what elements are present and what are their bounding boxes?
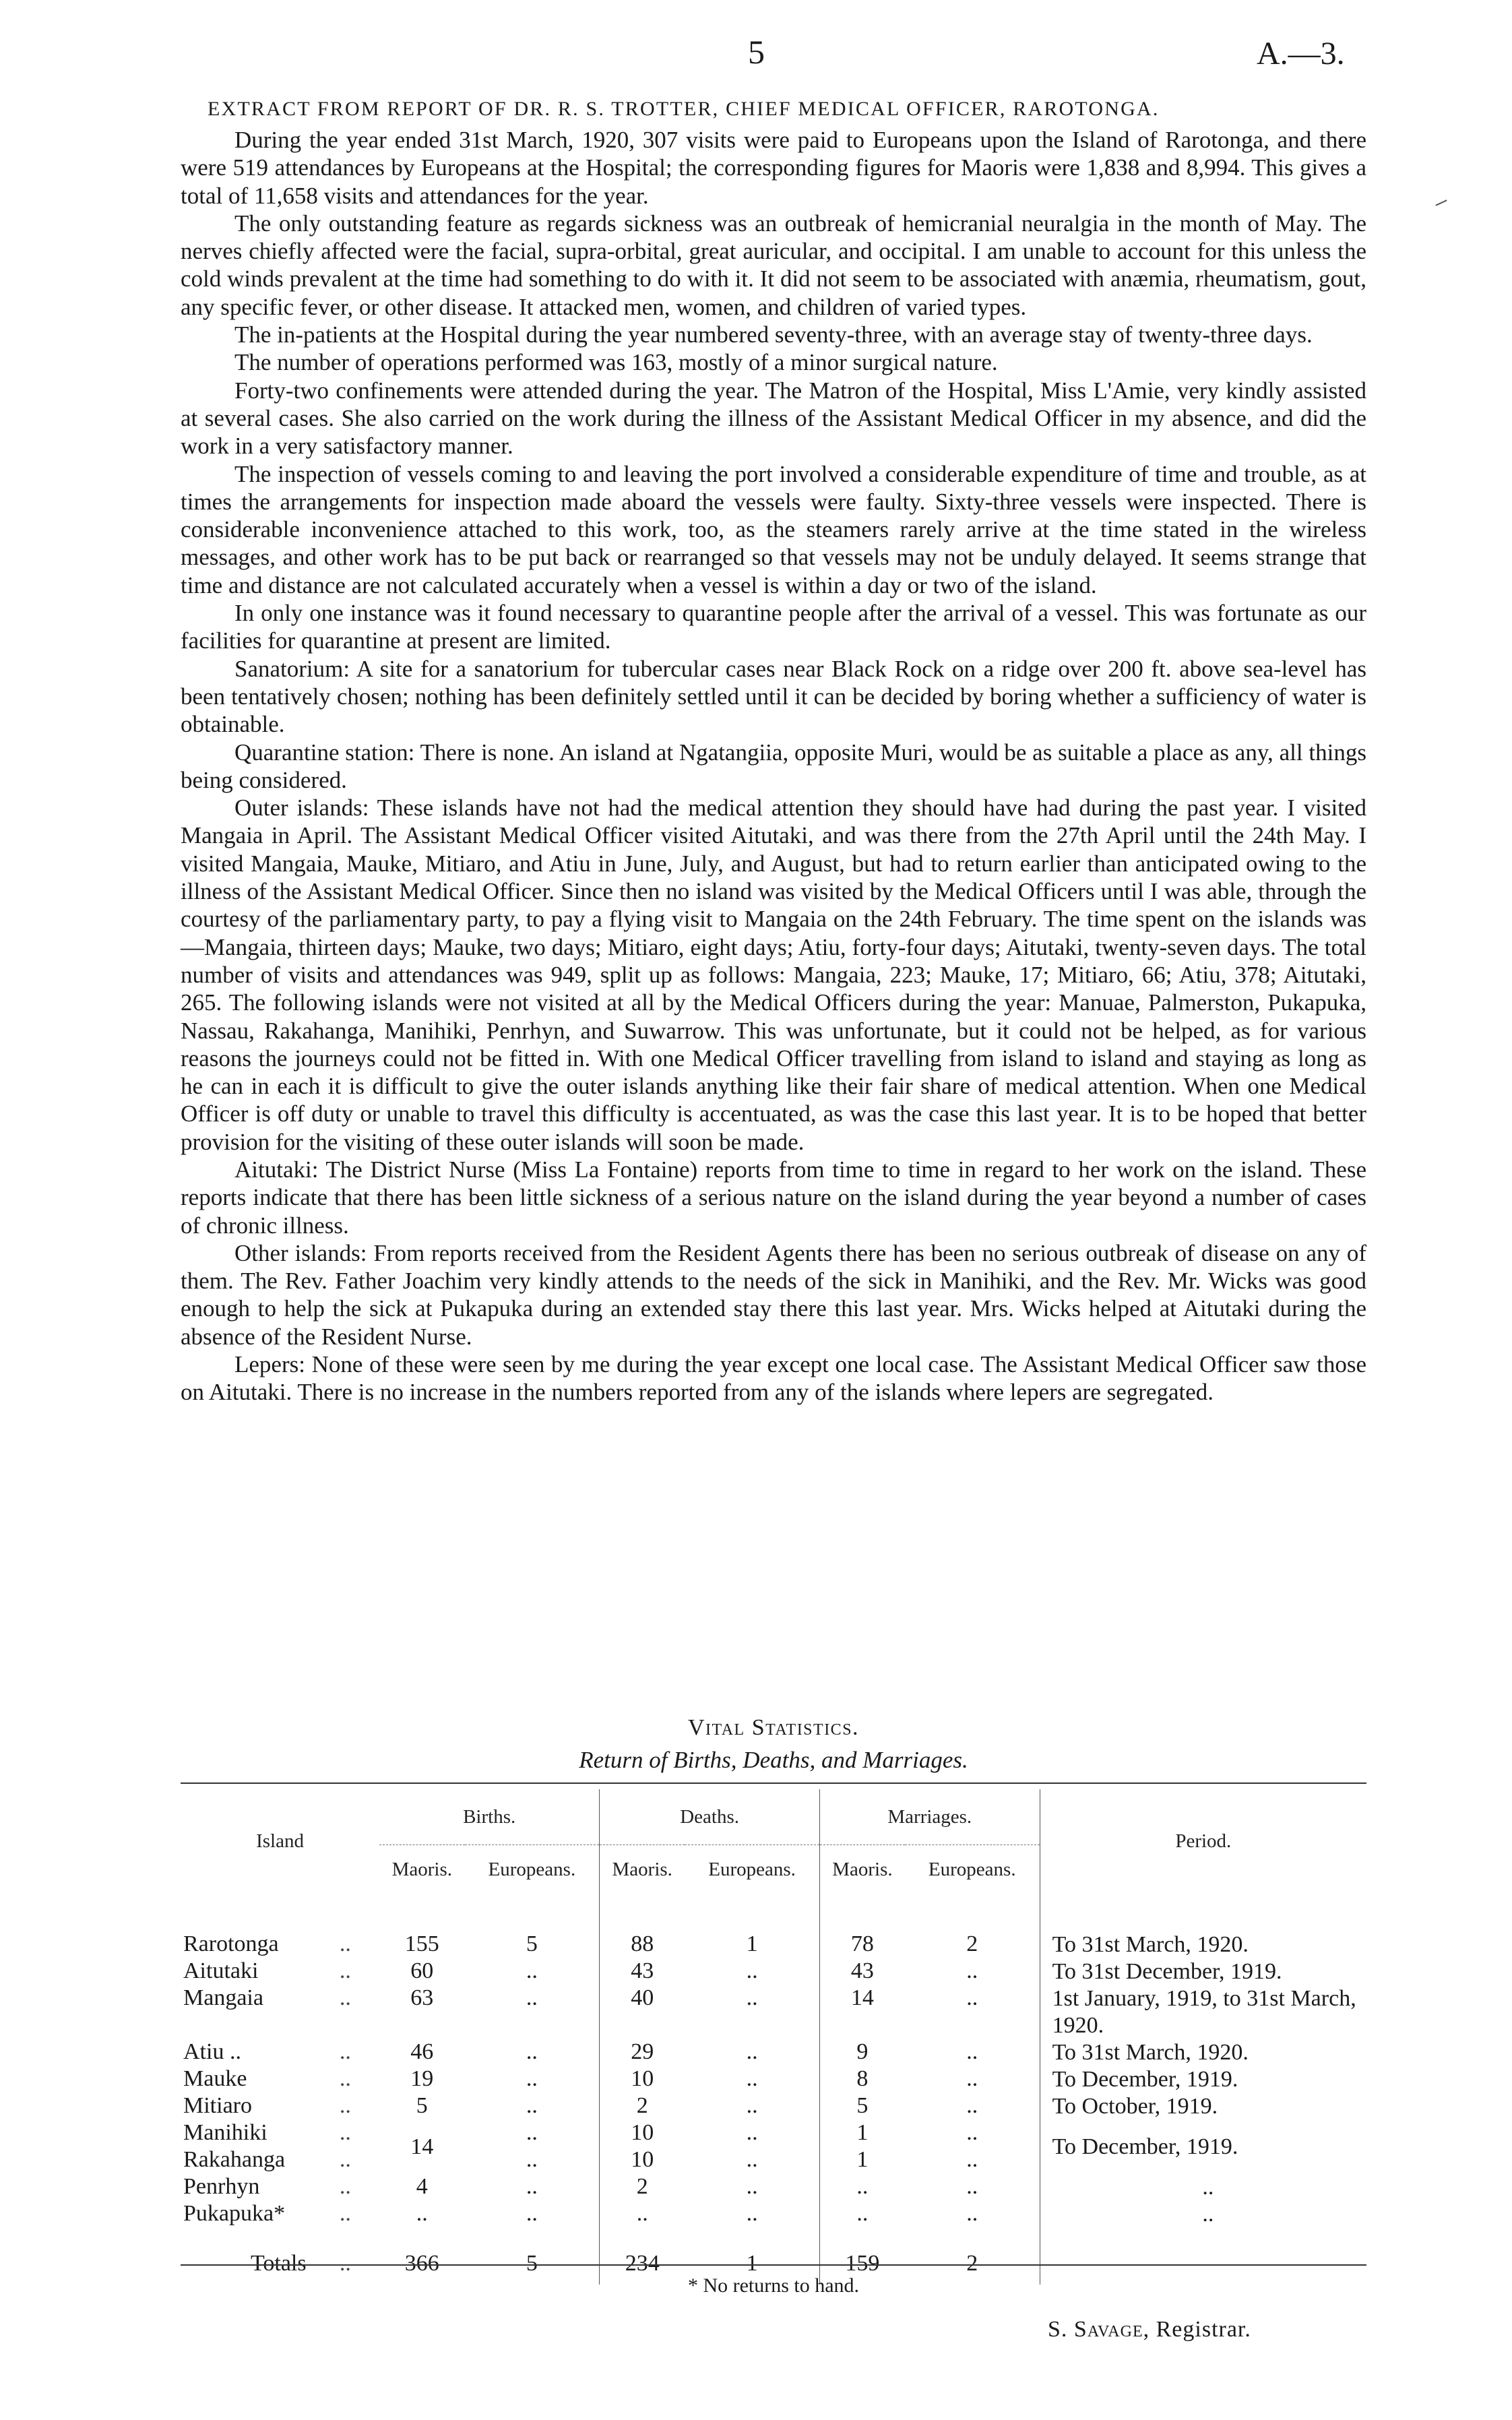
island-name: Mangaia xyxy=(183,1985,263,2010)
header-spacer-row xyxy=(181,1894,1366,1931)
table-bottom-rule xyxy=(181,2264,1366,2266)
paragraph-quarantine-station: Quarantine station: There is none. An island at Ngatangiia, opposite Muri, would be as suitable a place as any, all things being considered. xyxy=(181,739,1366,793)
period: To 31st March, 1920. xyxy=(1040,1931,1366,1958)
leader-dots: .. xyxy=(339,2120,351,2145)
leader-dots: .. xyxy=(339,1931,351,1956)
marriages-maoris: 14 xyxy=(819,1985,904,2039)
island-name: Mauke xyxy=(183,2066,247,2091)
period: To December, 1919. xyxy=(1040,2066,1366,2093)
extract-title: EXTRACT FROM REPORT OF DR. R. S. TROTTER, CHIEF MEDICAL OFFICER, RAROTONGA. xyxy=(208,98,1160,120)
marriages-maoris: .. xyxy=(819,2201,904,2228)
paragraph-vessel-inspection: The inspection of vessels coming to and leaving the port involved a considerable expenditure of time and trouble, as at times the arrangements for inspection made aboard the vessels were faulty. Sixty-three vessels were inspected. There is considerable inconvenience attached to this work, too, as the steamers rarely arrive at the time stated in the wireless messages, and other work has to be put back or rearranged so that vessels may not be unduly delayed. It seems strange that time and distance are not calculated accurately when a vessel is within a day or two of the island. xyxy=(181,460,1366,598)
births-maoris: 63 xyxy=(410,1985,434,2010)
deaths-maoris: 10 xyxy=(600,2120,685,2147)
header-period: Period. xyxy=(1040,1789,1366,1894)
header-deaths-europeans: Europeans. xyxy=(685,1845,819,1894)
table-row xyxy=(181,2039,1366,2066)
vital-statistics-table xyxy=(181,1789,1366,2285)
deaths-europeans: .. xyxy=(746,2039,758,2064)
deaths-europeans: 1 xyxy=(746,1931,758,1956)
marriages-europeans: .. xyxy=(966,2147,978,2172)
totals-label: Totals xyxy=(251,2251,307,2276)
marriages-europeans: 2 xyxy=(966,1931,978,1956)
paragraph-other-islands: Other islands: From reports received from the Resident Agents there has been no serious outbreak of disease on any of them. The Rev. Father Joachim very kindly attends to the needs of the sick in Manihiki, and the Rev. Mr. Wicks was good enough to help the sick at Pukapuka during an extended stay there this last year. Mrs. Wicks helped at Aitutaki during the absence of the Resident Nurse. xyxy=(181,1239,1366,1350)
header-marriages: Marriages. xyxy=(819,1789,1040,1845)
total-deaths-europeans: 1 xyxy=(746,2251,758,2276)
leader-dots: .. xyxy=(339,2174,351,2199)
period: To 31st December, 1919. xyxy=(1040,1958,1366,1985)
island-name: Penrhyn xyxy=(183,2174,260,2199)
paragraph-visits: During the year ended 31st March, 1920, 307 visits were paid to Europeans upon the Island of Rarotonga, and there were 519 attendances by Europeans at the Hospital; the corresponding figures for Maoris were 1,838 and 8,994. This gives a total of 11,658 visits and attendances for the year. xyxy=(181,127,1366,209)
document-reference: A.—3. xyxy=(1257,36,1345,71)
deaths-maoris: 2 xyxy=(600,2174,685,2201)
marriages-europeans: .. xyxy=(966,1958,978,1983)
births-europeans: .. xyxy=(526,2093,538,2118)
island-name: Aitutaki xyxy=(183,1958,259,1983)
leader-dots: .. xyxy=(339,1985,351,2010)
island-name: Mitiaro xyxy=(183,2093,252,2118)
header-deaths-maoris: Maoris. xyxy=(600,1845,685,1894)
deaths-maoris: 29 xyxy=(600,2039,685,2066)
leader-dots: .. xyxy=(339,2251,351,2276)
deaths-maoris: 88 xyxy=(600,1931,685,1958)
marriages-maoris: 43 xyxy=(819,1958,904,1985)
deaths-europeans: .. xyxy=(746,2147,758,2172)
deaths-europeans: .. xyxy=(746,2120,758,2145)
table-row xyxy=(181,2201,1366,2228)
header-births-maoris: Maoris. xyxy=(379,1845,464,1894)
table-row xyxy=(181,2120,1366,2147)
leader-dots: .. xyxy=(339,2039,351,2064)
period: To October, 1919. xyxy=(1040,2093,1366,2120)
vital-statistics-subtitle: Return of Births, Deaths, and Marriages. xyxy=(579,1747,968,1773)
header-marriages-europeans: Europeans. xyxy=(905,1845,1040,1894)
deaths-europeans: .. xyxy=(746,1958,758,1983)
paragraph-operations: The number of operations performed was 163, mostly of a minor surgical nature. xyxy=(234,349,998,376)
paragraph-confinements: Forty-two confinements were attended during the year. The Matron of the Hospital, Miss L'Amie, very kindly assisted at several cases. She also carried on the work during the illness of the Assistant Medical Officer in my absence, and did the work in a very satisfactory manner. xyxy=(181,377,1366,460)
table-row xyxy=(181,2066,1366,2093)
marriages-europeans: .. xyxy=(966,2066,978,2091)
births-maoris: 4 xyxy=(416,2174,428,2199)
deaths-europeans: .. xyxy=(746,2093,758,2118)
births-europeans: .. xyxy=(526,2147,538,2172)
total-births-maoris: 366 xyxy=(404,2251,439,2276)
deaths-maoris: 10 xyxy=(600,2066,685,2093)
marriages-maoris: 9 xyxy=(819,2039,904,2066)
deaths-maoris: 2 xyxy=(600,2093,685,2120)
island-name: Atiu .. xyxy=(183,2039,241,2064)
header-marriages-maoris: Maoris. xyxy=(819,1845,904,1894)
leader-dots: .. xyxy=(339,2147,351,2172)
births-maoris: 19 xyxy=(410,2066,434,2091)
header-island: Island xyxy=(256,1830,304,1852)
births-maoris: 46 xyxy=(410,2039,434,2064)
period-combined: To December, 1919. xyxy=(1040,2120,1366,2174)
signature-title: Registrar. xyxy=(1156,2317,1251,2342)
table-row xyxy=(181,2174,1366,2201)
table-footnote: * No returns to hand. xyxy=(687,2274,860,2297)
paragraph-neuralgia: The only outstanding feature as regards sickness was an outbreak of hemicranial neuralgia in the month of May. The nerves chiefly affected were the facial, supra-orbital, great auricular, and occipital. I am unable to account for this unless the cold winds prevalent at the time had something to do with it. It did not seem to be associated with anæmia, rheumatism, gout, any specific fever, or other disease. It attacked men, women, and children of varied types. xyxy=(181,210,1366,320)
marriages-maoris: 1 xyxy=(819,2120,904,2147)
period: .. xyxy=(1040,2174,1366,2201)
period: To 31st March, 1920. xyxy=(1040,2039,1366,2066)
table-row xyxy=(181,2093,1366,2120)
deaths-maoris: 10 xyxy=(600,2147,685,2174)
paragraph-in-patients: The in-patients at the Hospital during the year numbered seventy-three, with an average stay of twenty-three days. xyxy=(234,321,1313,348)
births-europeans: .. xyxy=(526,2174,538,2199)
paragraph-aitutaki: Aitutaki: The District Nurse (Miss La Fontaine) reports from time to time in regard to her work on the island. These reports indicate that there has been little sickness of a serious nature on the island during the year beyond a number of cases of chronic illness. xyxy=(181,1156,1366,1239)
deaths-maoris: .. xyxy=(600,2201,685,2228)
table-top-rule xyxy=(181,1782,1366,1784)
spacer-row xyxy=(181,2228,1366,2240)
births-europeans: .. xyxy=(526,2120,538,2145)
births-europeans: .. xyxy=(526,2066,538,2091)
births-europeans: .. xyxy=(526,1958,538,1983)
island-name: Manihiki xyxy=(183,2120,267,2145)
page-number: 5 xyxy=(748,33,765,71)
total-marriages-europeans: 2 xyxy=(966,2251,978,2276)
period: 1st January, 1919, to 31st March, 1920. xyxy=(1040,1985,1366,2039)
births-maoris: 60 xyxy=(410,1958,434,1983)
total-births-europeans: 5 xyxy=(526,2251,538,2276)
deaths-europeans: .. xyxy=(746,1985,758,2010)
signature xyxy=(1048,2317,1251,2343)
paragraph-outer-islands: Outer islands: These islands have not had the medical attention they should have had during the past year. I visited Mangaia in April. The Assistant Medical Officer visited Aitutaki, and was there from the 27th April until the 24th May. I visited Mangaia, Mauke, Mitiaro, and Atiu in June, July, and August, but had to return earlier than anticipated owing to the illness of the Assistant Medical Officer. Since then no island was visited by the Medical Officers until I was able, through the courtesy of the parliamentary party, to pay a flying visit to Mangaia on the 24th February. The time spent on the islands was—Mangaia, thirteen days; Mauke, two days; Mitiaro, eight days; Atiu, forty-four days; Aitutaki, twenty-seven days. The total number of visits and attendances was 949, split up as follows: Mangaia, 223; Mauke, 17; Mitiaro, 66; Atiu, 378; Aitutaki, 265. The following islands were not visited at all by the Medical Officers during the year: Manuae, Palmerston, Pukapuka, Nassau, Rakahanga, Manihiki, Penrhyn, and Suwarrow. This was unfortunate, but it could not be helped, as for various reasons the journeys could not be fitted in. With one Medical Officer travelling from island to island and staying as long as he can in each it is difficult to give the outer islands anything like their fair share of medical attention. When one Medical Officer is off duty or unable to travel this difficulty is accentuated, as was the case this last year. It is to be hoped that better provision for the visiting of these outer islands will soon be made. xyxy=(181,795,1366,1155)
marriages-europeans: .. xyxy=(966,2120,978,2145)
marriages-maoris: 1 xyxy=(819,2147,904,2174)
deaths-europeans: .. xyxy=(746,2066,758,2091)
paragraph-quarantine-instance: In only one instance was it found necessary to quarantine people after the arrival of a vessel. This was fortunate as our facilities for quarantine at present are limited. xyxy=(181,600,1366,654)
marriages-europeans: .. xyxy=(966,2174,978,2199)
total-marriages-maoris: 159 xyxy=(819,2240,904,2285)
leader-dots: .. xyxy=(339,2066,351,2091)
vital-statistics-title: Vital Statistics. xyxy=(687,1715,860,1740)
births-europeans: .. xyxy=(526,2039,538,2064)
leader-dots: .. xyxy=(339,2201,351,2226)
deaths-europeans: .. xyxy=(746,2201,758,2226)
births-maoris: 155 xyxy=(404,1931,439,1956)
period: .. xyxy=(1040,2201,1366,2228)
marriages-europeans: .. xyxy=(966,2093,978,2118)
table-row xyxy=(181,1985,1366,2039)
header-births: Births. xyxy=(463,1805,516,1828)
marriages-europeans: .. xyxy=(966,1985,978,2010)
births-europeans: .. xyxy=(526,1985,538,2010)
margin-mark xyxy=(1435,199,1447,206)
table-row xyxy=(181,1931,1366,1958)
island-name: Pukapuka* xyxy=(183,2201,286,2226)
marriages-maoris: .. xyxy=(819,2174,904,2201)
deaths-maoris: 43 xyxy=(600,1958,685,1985)
leader-dots: .. xyxy=(339,2093,351,2118)
marriages-maoris: 78 xyxy=(819,1931,904,1958)
table-row xyxy=(181,1958,1366,1985)
header-deaths: Deaths. xyxy=(600,1789,820,1845)
births-maoris-combined: 14 xyxy=(410,2134,434,2159)
births-maoris: 5 xyxy=(416,2093,428,2118)
signature-name: S. Savage, xyxy=(1048,2317,1150,2342)
births-europeans: 5 xyxy=(526,1931,538,1956)
total-deaths-maoris: 234 xyxy=(600,2240,685,2285)
header-births-europeans: Europeans. xyxy=(465,1845,600,1894)
leader-dots: .. xyxy=(339,1958,351,1983)
report-body xyxy=(181,98,1366,1406)
paragraph-lepers: Lepers: None of these were seen by me during the year except one local case. The Assistant Medical Officer saw those on Aitutaki. There is no increase in the numbers reported from any of the islands where lepers are segregated. xyxy=(181,1351,1366,1406)
births-maoris: .. xyxy=(416,2201,428,2226)
marriages-europeans: .. xyxy=(966,2201,978,2226)
births-europeans: .. xyxy=(526,2201,538,2226)
island-name: Rakahanga xyxy=(183,2147,286,2172)
island-name: Rarotonga xyxy=(183,1931,279,1956)
marriages-europeans: .. xyxy=(966,2039,978,2064)
deaths-maoris: 40 xyxy=(600,1985,685,2039)
marriages-maoris: 8 xyxy=(819,2066,904,2093)
marriages-maoris: 5 xyxy=(819,2093,904,2120)
deaths-europeans: .. xyxy=(746,2174,758,2199)
paragraph-sanatorium: Sanatorium: A site for a sanatorium for tubercular cases near Black Rock on a ridge over 200 ft. above sea-level has been tentatively chosen; nothing has been definitely settled until it can be decided by boring whether a sufficiency of water is obtainable. xyxy=(181,655,1366,738)
